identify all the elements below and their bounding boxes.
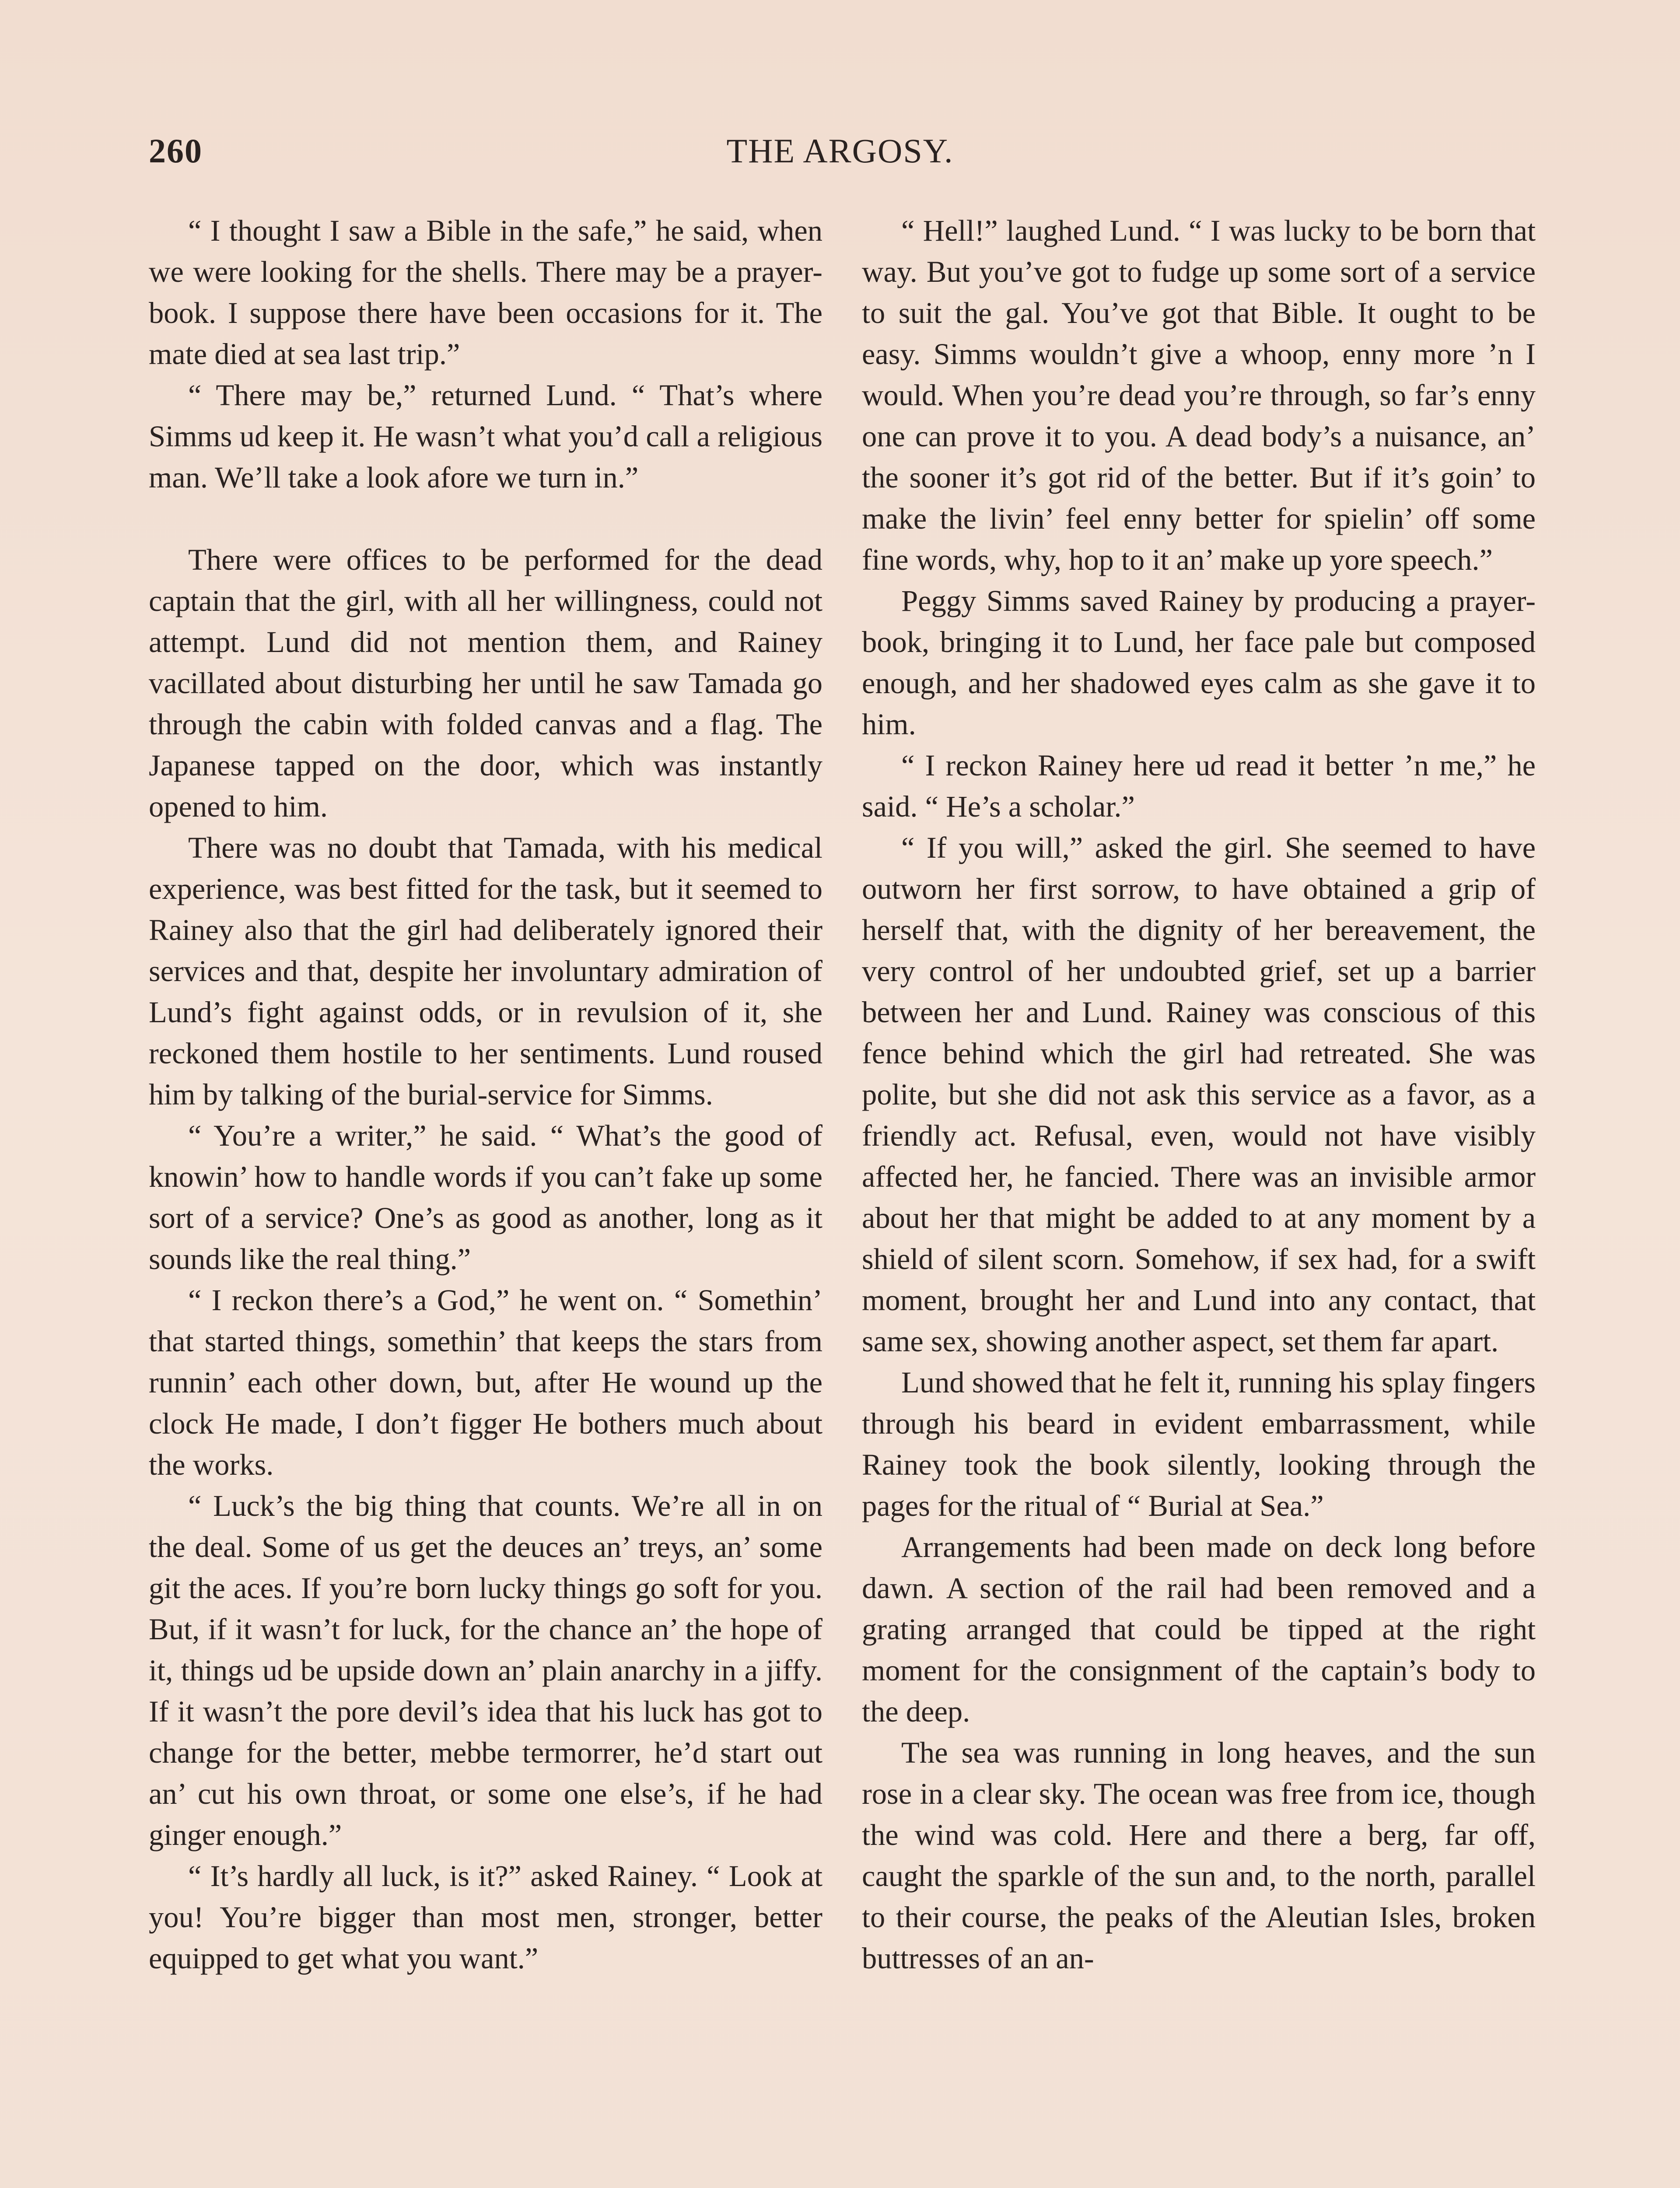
right-column [862,210,1536,2188]
paragraph: “ I thought I saw a Bible in the safe,” he said, when we were looking for the shells. There may be a prayer-book. I suppose there have been occasions for it. The mate died at sea last trip.” [149,214,822,371]
running-title: THE ARGOSY. [726,132,954,170]
paragraph: There was no doubt that Tamada, with his medical experience, was best fitted for the task, but it seemed to Rainey also that the girl had deliberately ignored their services and that, despite her involuntary admiration of Lund’s fight against odds, or in revulsion of it, she reckoned them hostile to her sentiments. Lund roused him by talking of the burial-service for Simms. [149,831,822,1111]
paragraph: Lund showed that he felt it, running his splay fingers through his beard in evident embarrassment, while Rainey took the book silently, looking through the pages for the ritual of “ Burial at Sea.” [862,1366,1536,1522]
paragraph: Peggy Simms saved Rainey by producing a prayer-book, bringing it to Lund, her face pale but composed enough, and her shadowed eyes calm as she gave it to him. [862,584,1536,741]
paragraph: “ Luck’s the big thing that counts. We’re all in on the deal. Some of us get the deuces an’ treys, an’ some git the aces. If you’re born lucky things go soft for you. But, if it wasn’t for luck, for the chance an’ the hope of it, things ud be upside down an’ plain anarchy in a jiffy. If it wasn’t the pore devil’s idea that his luck has got to change for the better, mebbe termorrer, he’d start out an’ cut his own throat, or some one else’s, if he had ginger enough.” [149,1489,822,1851]
paragraph: “ I reckon Rainey here ud read it better ’n me,” he said. “ He’s a scholar.” [862,749,1536,823]
page-number: 260 [149,132,203,170]
paragraph: “ I reckon there’s a God,” he went on. “ Somethin’ that started things, somethin’ that keeps the stars from runnin’ each other down, but, after He wound up the clock He made, I don’t figger He bothers much about the works. [149,1283,822,1481]
paragraph: “ If you will,” asked the girl. She seemed to have outworn her first sorrow, to have obtained a grip of herself that, with the dignity of her bereavement, the very control of her undoubted grief, set up a barrier between her and Lund. Rainey was conscious of this fence behind which the girl had retreated. She was polite, but she did not ask this service as a favor, as a friendly act. Refusal, even, would not have visibly affected her, he fancied. There was an invisible armor about her that might be added to at any moment by a shield of silent scorn. Somehow, if sex had, for a swift moment, brought her and Lund into any contact, that same sex, showing another aspect, set them far apart. [862,831,1536,1358]
paragraph: “ There may be,” returned Lund. “ That’s where Simms ud keep it. He wasn’t what you’d call a religious man. We’ll take a look afore we turn in.” [149,379,822,494]
left-column [149,210,822,2188]
page-header [144,131,1536,179]
paragraph: “ You’re a writer,” he said. “ What’s the good of knowin’ how to handle words if you can’t fake up some sort of a service? One’s as good as another, long as it sounds like the real thing.” [149,1119,822,1276]
paragraph: “ Hell!” laughed Lund. “ I was lucky to be born that way. But you’ve got to fudge up some sort of a service to suit the gal. You’ve got that Bible. It ought to be easy. Simms wouldn’t give a whoop, enny more ’n I would. When you’re dead you’re through, so far’s enny one can prove it to you. A dead body’s a nuisance, an’ the sooner it’s got rid of the better. But if it’s goin’ to make the livin’ feel enny better for spielin’ off some fine words, why, hop to it an’ make up yore speech.” [862,214,1536,576]
paragraph: There were offices to be performed for the dead captain that the girl, with all her willingness, could not attempt. Lund did not mention them, and Rainey vacillated about disturbing her until he saw Tamada go through the cabin with folded canvas and a flag. The Japanese tapped on the door, which was instantly opened to him. [149,543,822,823]
paragraph: “ It’s hardly all luck, is it?” asked Rainey. “ Look at you! You’re bigger than most men, stronger, better equipped to get what you want.” [149,1859,822,1975]
paragraph: The sea was running in long heaves, and the sun rose in a clear sky. The ocean was free from ice, though the wind was cold. Here and there a berg, far off, caught the sparkle of the sun and, to the north, parallel to their course, the peaks of the Aleutian Isles, broken buttresses of an an- [862,1736,1536,1975]
text-columns [149,210,1536,2188]
paragraph: Arrangements had been made on deck long before dawn. A section of the rail had been removed and a grating arranged that could be tipped at the right moment for the consignment of the captain’s body to the deep. [862,1530,1536,1728]
